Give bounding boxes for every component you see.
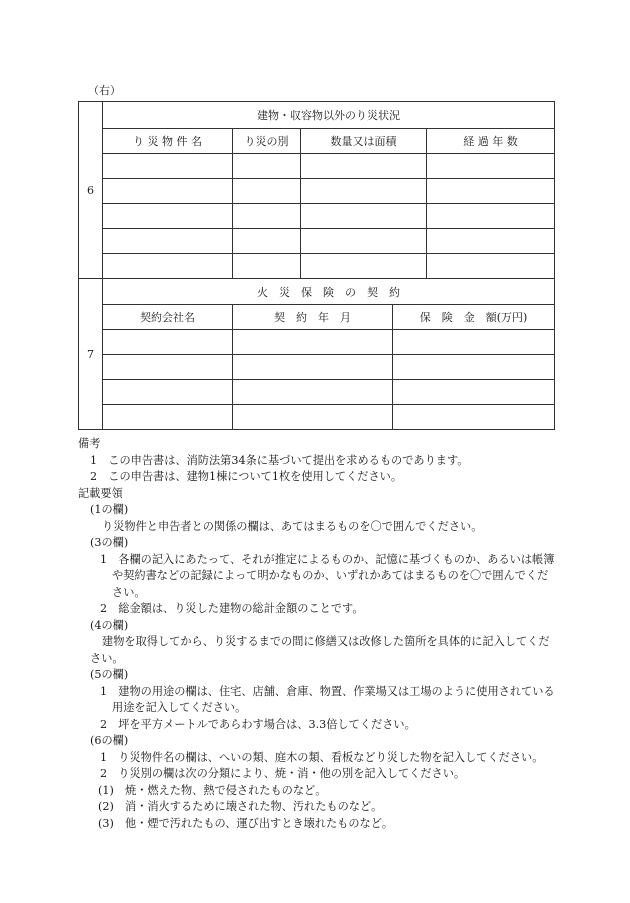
col3-title: (3の欄) — [90, 536, 129, 549]
section6-cell[interactable] — [301, 154, 427, 179]
section7-cell[interactable] — [233, 405, 393, 430]
col6-title: (6の欄) — [90, 734, 129, 747]
section7-cell[interactable] — [393, 330, 555, 355]
col5-item-2: 2 坪を平方メートルであらわす場合は、3.3倍してください。 — [100, 717, 416, 731]
section6-cell[interactable] — [103, 254, 233, 279]
section6-cell[interactable] — [301, 229, 427, 254]
section6-cell[interactable] — [233, 254, 301, 279]
section7-header-amount: 保 険 金 額(万円) — [393, 305, 555, 330]
section6-cell[interactable] — [301, 254, 427, 279]
section6-cell[interactable] — [233, 154, 301, 179]
section7-number: 7 — [79, 279, 103, 430]
col1-text: り災物件と申告者との関係の欄は、あてはまるものを〇で囲んでください。 — [102, 519, 483, 533]
section7-header-date: 契 約 年 月 — [233, 305, 393, 330]
section6-cell[interactable] — [427, 204, 555, 229]
section7-title: 火 災 保 険 の 契 約 — [103, 279, 555, 305]
section6-cell[interactable] — [233, 179, 301, 204]
section6-cell[interactable] — [301, 179, 427, 204]
section6-header-years: 経 過 年 数 — [427, 129, 555, 154]
section7-table — [78, 278, 555, 430]
col5-title: (5の欄) — [90, 668, 129, 681]
section7-cell[interactable] — [233, 380, 393, 405]
kisai-title: 記載要領 — [78, 486, 123, 500]
section7-cell[interactable] — [393, 355, 555, 380]
section7-cell[interactable] — [103, 355, 233, 380]
col4-text: 建物を取得してから、り災するまでの間に修繕又は改修した箇所を具体的に記入してください。 — [90, 635, 550, 665]
section6-cell[interactable] — [233, 204, 301, 229]
section7-cell[interactable] — [233, 355, 393, 380]
notes-section — [78, 436, 558, 832]
section6-header-quantity: 数量又は面積 — [301, 129, 427, 154]
side-label: （右） — [88, 84, 121, 97]
bikou-item-1: 1 この申告書は、消防法第34条に基づいて提出を求めるものであります。 — [90, 453, 469, 467]
section6-cell[interactable] — [103, 179, 233, 204]
section7-cell[interactable] — [393, 380, 555, 405]
section6-cell[interactable] — [427, 154, 555, 179]
section6-cell[interactable] — [301, 204, 427, 229]
col3-item-2: 2 総金額は、り災した建物の総計金額のことです。 — [100, 602, 364, 615]
col6-sub-3: (3) 他・煙で汚れたもの、運び出すとき壊れたものなど。 — [98, 816, 394, 830]
col5-item-1: 1 建物の用途の欄は、住宅、店舗、倉庫、物置、作業場又は工場のように使用されている用途を記入してください。 — [100, 684, 555, 714]
section6-number: 6 — [79, 102, 103, 279]
section6-cell[interactable] — [427, 254, 555, 279]
section6-cell[interactable] — [233, 229, 301, 254]
col3-item-1: 1 各欄の記入にあたって、それが推定によるものか、記憶に基づくものか、あるいは帳簿や契約書などの記録によって明かなものか、いずれかあてはまるものを〇で囲んでください。 — [100, 552, 555, 599]
col6-item-2: 2 り災別の欄は次の分類により、焼・消・他の別を記入してください。 — [100, 767, 466, 780]
section6-header-item: り 災 物 件 名 — [103, 129, 233, 154]
section6-cell[interactable] — [103, 229, 233, 254]
section6-cell[interactable] — [427, 229, 555, 254]
col1-title: (1の欄) — [90, 503, 129, 516]
section7-cell[interactable] — [393, 405, 555, 430]
col6-sub-1: (1) 焼・燃えた物、熱で侵されたものなど。 — [98, 783, 327, 797]
bikou-item-2: 2 この申告書は、建物1棟について1枚を使用してください。 — [90, 470, 403, 483]
section6-cell[interactable] — [103, 154, 233, 179]
section7-cell[interactable] — [103, 380, 233, 405]
section6-cell[interactable] — [427, 179, 555, 204]
section6-header-type: り災の別 — [233, 129, 301, 154]
section7-header-company: 契約会社名 — [103, 305, 233, 330]
col4-title: (4の欄) — [90, 618, 129, 632]
section6-table — [78, 101, 555, 279]
section7-cell[interactable] — [103, 330, 233, 355]
section7-cell[interactable] — [233, 330, 393, 355]
col6-sub-2: (2) 消・消火するために壊された物、汚れたものなど。 — [98, 800, 383, 813]
section6-cell[interactable] — [103, 204, 233, 229]
section7-cell[interactable] — [103, 405, 233, 430]
bikou-title: 備考 — [78, 437, 101, 450]
section6-title: 建物・収容物以外のり災状況 — [103, 102, 555, 129]
col6-item-1: 1 り災物件名の欄は、へいの類、庭木の類、看板などり災した物を記入してください。 — [100, 750, 544, 764]
